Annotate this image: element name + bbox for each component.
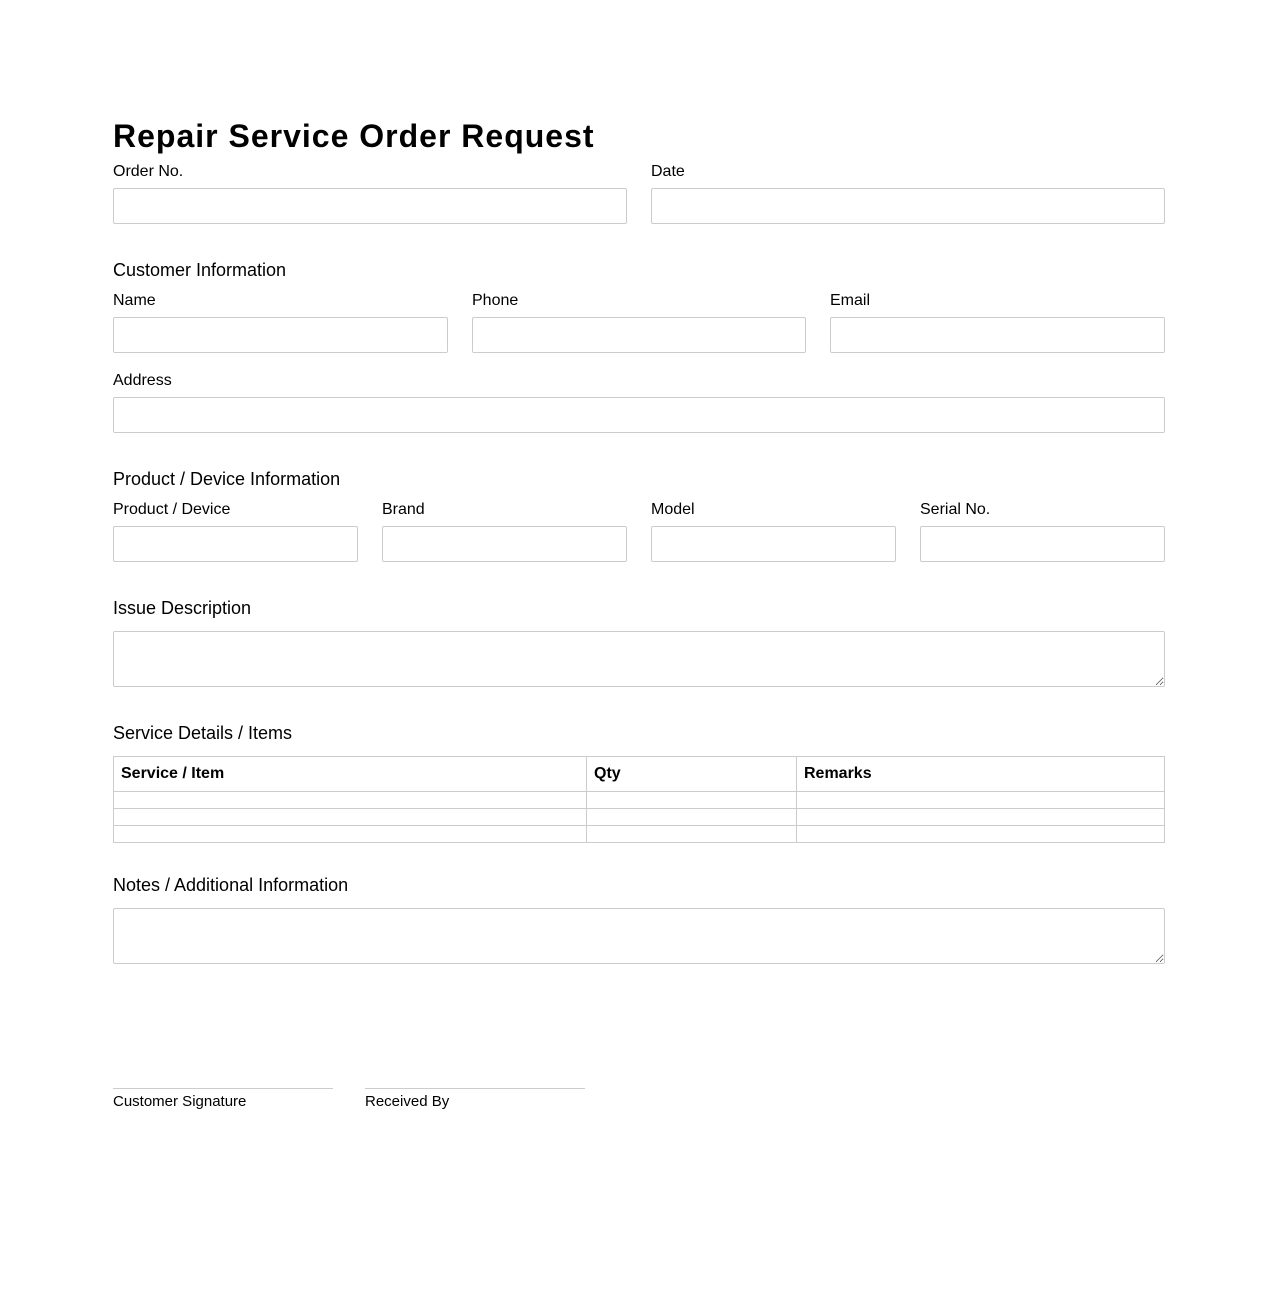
column-header-service-item: Service / Item — [114, 757, 587, 792]
table-row — [114, 792, 1165, 809]
table-cell-remarks[interactable] — [797, 792, 1165, 809]
order-no-input[interactable] — [113, 188, 627, 224]
received-by-label: Received By — [365, 1093, 450, 1110]
table-cell-service-item[interactable] — [114, 809, 587, 826]
email-label: Email — [830, 292, 871, 309]
name-label: Name — [113, 292, 156, 309]
device-label: Product / Device — [113, 501, 231, 518]
product-info-heading: Product / Device Information — [113, 469, 341, 489]
customer-signature-label: Customer Signature — [113, 1093, 247, 1110]
model-label: Model — [651, 501, 695, 518]
table-cell-qty[interactable] — [587, 826, 797, 843]
issue-description-textarea[interactable] — [113, 631, 1165, 687]
page-title: Repair Service Order Request — [113, 118, 595, 154]
issue-description-heading: Issue Description — [113, 598, 252, 618]
table-cell-qty[interactable] — [587, 792, 797, 809]
service-details-heading: Service Details / Items — [113, 723, 293, 743]
serial-input[interactable] — [920, 526, 1165, 562]
model-input[interactable] — [651, 526, 896, 562]
notes-heading: Notes / Additional Information — [113, 875, 349, 895]
column-header-remarks: Remarks — [797, 757, 1165, 792]
address-input[interactable] — [113, 397, 1165, 433]
received-by-line[interactable] — [365, 1088, 585, 1089]
customer-signature-line[interactable] — [113, 1088, 333, 1089]
serial-label: Serial No. — [920, 501, 991, 518]
phone-label: Phone — [472, 292, 519, 309]
table-cell-service-item[interactable] — [114, 792, 587, 809]
column-header-qty: Qty — [587, 757, 797, 792]
name-input[interactable] — [113, 317, 448, 353]
date-input[interactable] — [651, 188, 1165, 224]
email-input[interactable] — [830, 317, 1165, 353]
table-row — [114, 826, 1165, 843]
table-cell-service-item[interactable] — [114, 826, 587, 843]
table-header-row — [114, 757, 1165, 792]
device-input[interactable] — [113, 526, 358, 562]
order-no-label: Order No. — [113, 163, 184, 180]
phone-input[interactable] — [472, 317, 806, 353]
notes-textarea[interactable] — [113, 908, 1165, 964]
table-cell-remarks[interactable] — [797, 826, 1165, 843]
table-cell-qty[interactable] — [587, 809, 797, 826]
table-row — [114, 809, 1165, 826]
date-label: Date — [651, 163, 685, 180]
address-label: Address — [113, 372, 172, 389]
brand-label: Brand — [382, 501, 425, 518]
table-cell-remarks[interactable] — [797, 809, 1165, 826]
service-items-table — [113, 756, 1165, 843]
customer-info-heading: Customer Information — [113, 260, 287, 280]
brand-input[interactable] — [382, 526, 627, 562]
